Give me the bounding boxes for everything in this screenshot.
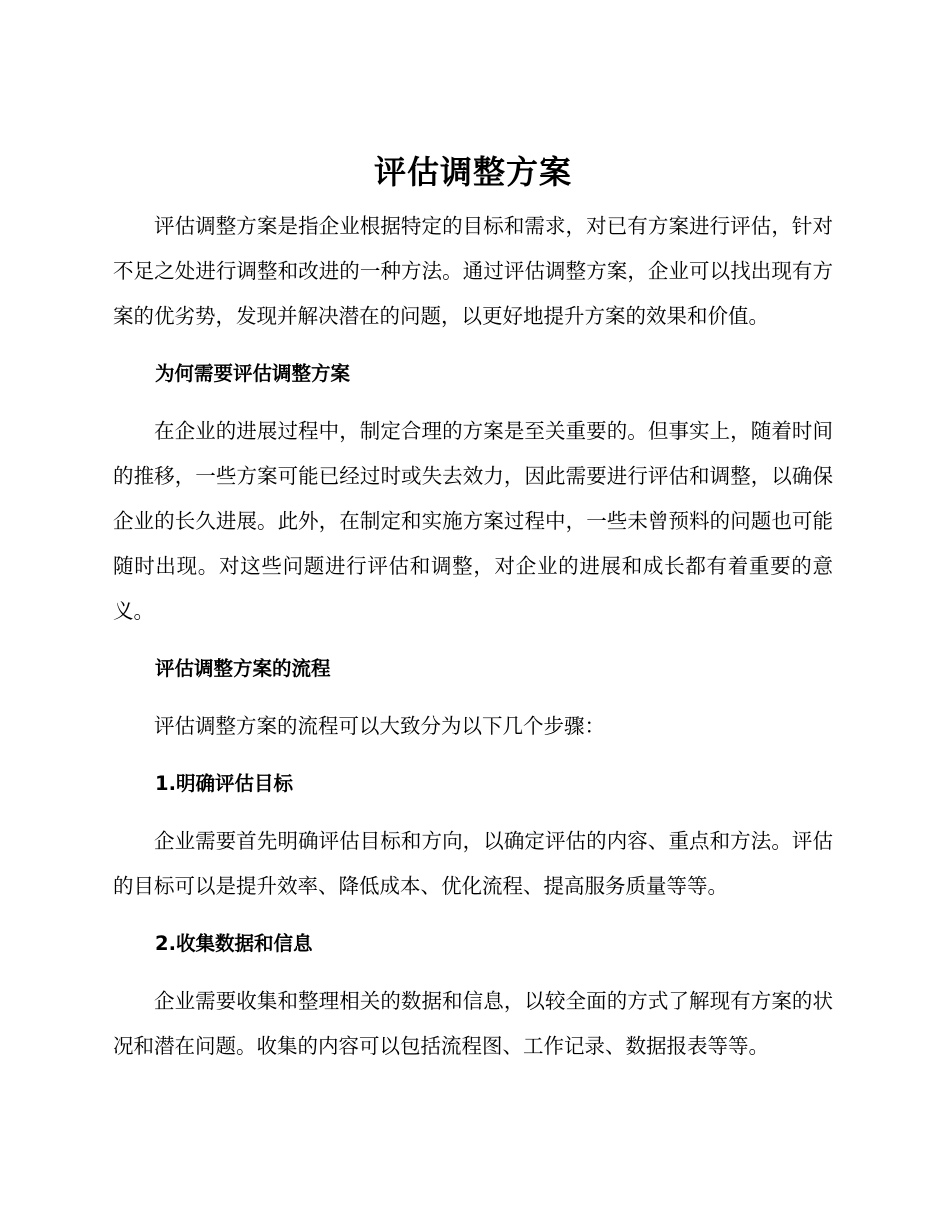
paragraph-step-1: 企业需要首先明确评估目标和方向，以确定评估的内容、重点和方法。评估的目标可以是提升效率、降低成本、优化流程、提高服务质量等等。 (113, 829, 833, 898)
paragraph-intro: 评估调整方案是指企业根据特定的目标和需求，对已有方案进行评估，针对不足之处进行调整和改进的一种方法。通过评估调整方案，企业可以找出现有方案的优劣势，发现并解决潜在的问题，以更好地提升方案的效果和价值。 (113, 214, 833, 328)
step-heading-1: 1.明确评估目标 (155, 772, 293, 795)
section-heading-process: 评估调整方案的流程 (155, 657, 331, 680)
paragraph-process-intro: 评估调整方案的流程可以大致分为以下几个步骤： (154, 714, 605, 738)
document-body (113, 148, 833, 1083)
step-heading-2: 2.收集数据和信息 (155, 932, 313, 955)
paragraph-step-2: 企业需要收集和整理相关的数据和信息，以较全面的方式了解现有方案的状况和潜在问题。收集的内容可以包括流程图、工作记录、数据报表等等。 (113, 989, 833, 1058)
document-title: 评估调整方案 (373, 153, 572, 191)
paragraph-why: 在企业的进展过程中，制定合理的方案是至关重要的。但事实上，随着时间的推移，一些方案可能已经过时或失去效力，因此需要进行评估和调整，以确保企业的长久进展。此外，在制定和实施方案过程中，一些未曾预料的问题也可能随时出现。对这些问题进行评估和调整，对企业的进展和成长都有着重要的意义。 (113, 419, 833, 623)
section-heading-why: 为何需要评估调整方案 (155, 362, 351, 385)
